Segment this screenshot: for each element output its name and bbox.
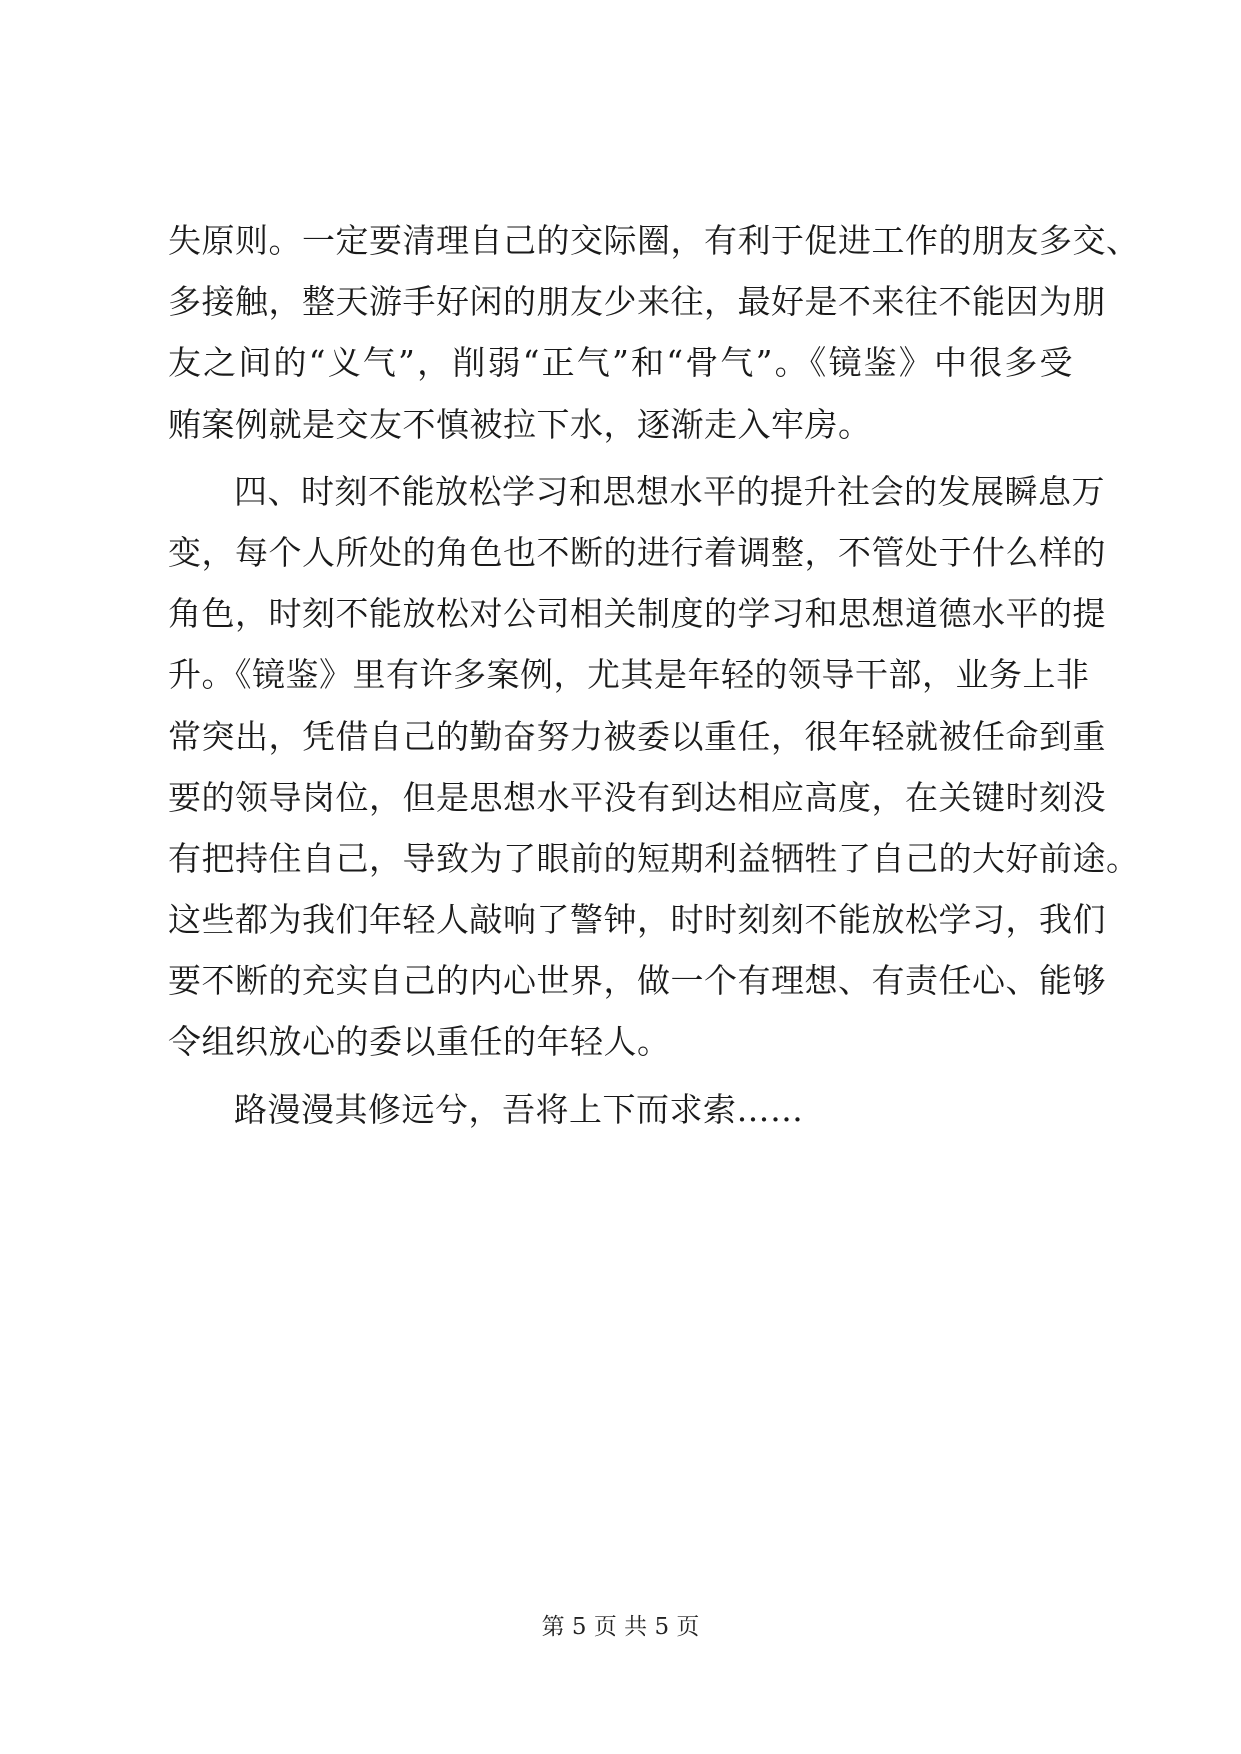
page-number-footer: 第 5 页 共 5 页 xyxy=(541,1614,700,1640)
text-line: 多接触，整天游手好闲的朋友少来往，最好是不来往不能因为朋 xyxy=(168,282,1106,322)
text-line: 贿案例就是交友不慎被拉下水，逐渐走入牢房。 xyxy=(168,404,872,444)
text-line: 要的领导岗位，但是思想水平没有到达相应高度，在关键时刻没 xyxy=(168,777,1106,817)
text-line: 令组织放心的委以重任的年轻人。 xyxy=(168,1022,671,1062)
text-line: 变，每个人所处的角色也不断的进行着调整，不管处于什么样的 xyxy=(168,532,1106,572)
text-line: 失原则。一定要清理自己的交际圈，有利于促进工作的朋友多交、 xyxy=(168,221,1140,260)
text-line: 常突出，凭借自己的勤奋努力被委以重任，很年轻就被任命到重 xyxy=(168,716,1106,756)
text-line: 有把持住自己，导致为了眼前的短期利益牺牲了自己的大好前途。 xyxy=(168,838,1140,878)
text-line: 这些都为我们年轻人敲响了警钟，时时刻刻不能放松学习，我们 xyxy=(168,900,1106,940)
text-line: 四、时刻不能放松学习和思想水平的提升社会的发展瞬息万 xyxy=(234,471,1105,511)
text-line: 升。《镜鉴》里有许多案例，尤其是年轻的领导干部，业务上非 xyxy=(168,655,1090,695)
paragraph-closing xyxy=(168,1079,1073,1140)
text-line: 要不断的充实自己的内心世界，做一个有理想、有责任心、能够 xyxy=(168,961,1106,1001)
paragraph-friendship xyxy=(168,210,1140,455)
text-line: 角色，时刻不能放松对公司相关制度的学习和思想道德水平的提 xyxy=(168,594,1106,634)
text-line: 路漫漫其修远兮，吾将上下而求索…… xyxy=(234,1089,804,1129)
paragraph-study xyxy=(168,461,1140,1073)
text-line: 友之间的“义气”，削弱“正气”和“骨气”。《镜鉴》中很多受 xyxy=(168,343,1073,383)
document-body xyxy=(168,210,1140,1140)
